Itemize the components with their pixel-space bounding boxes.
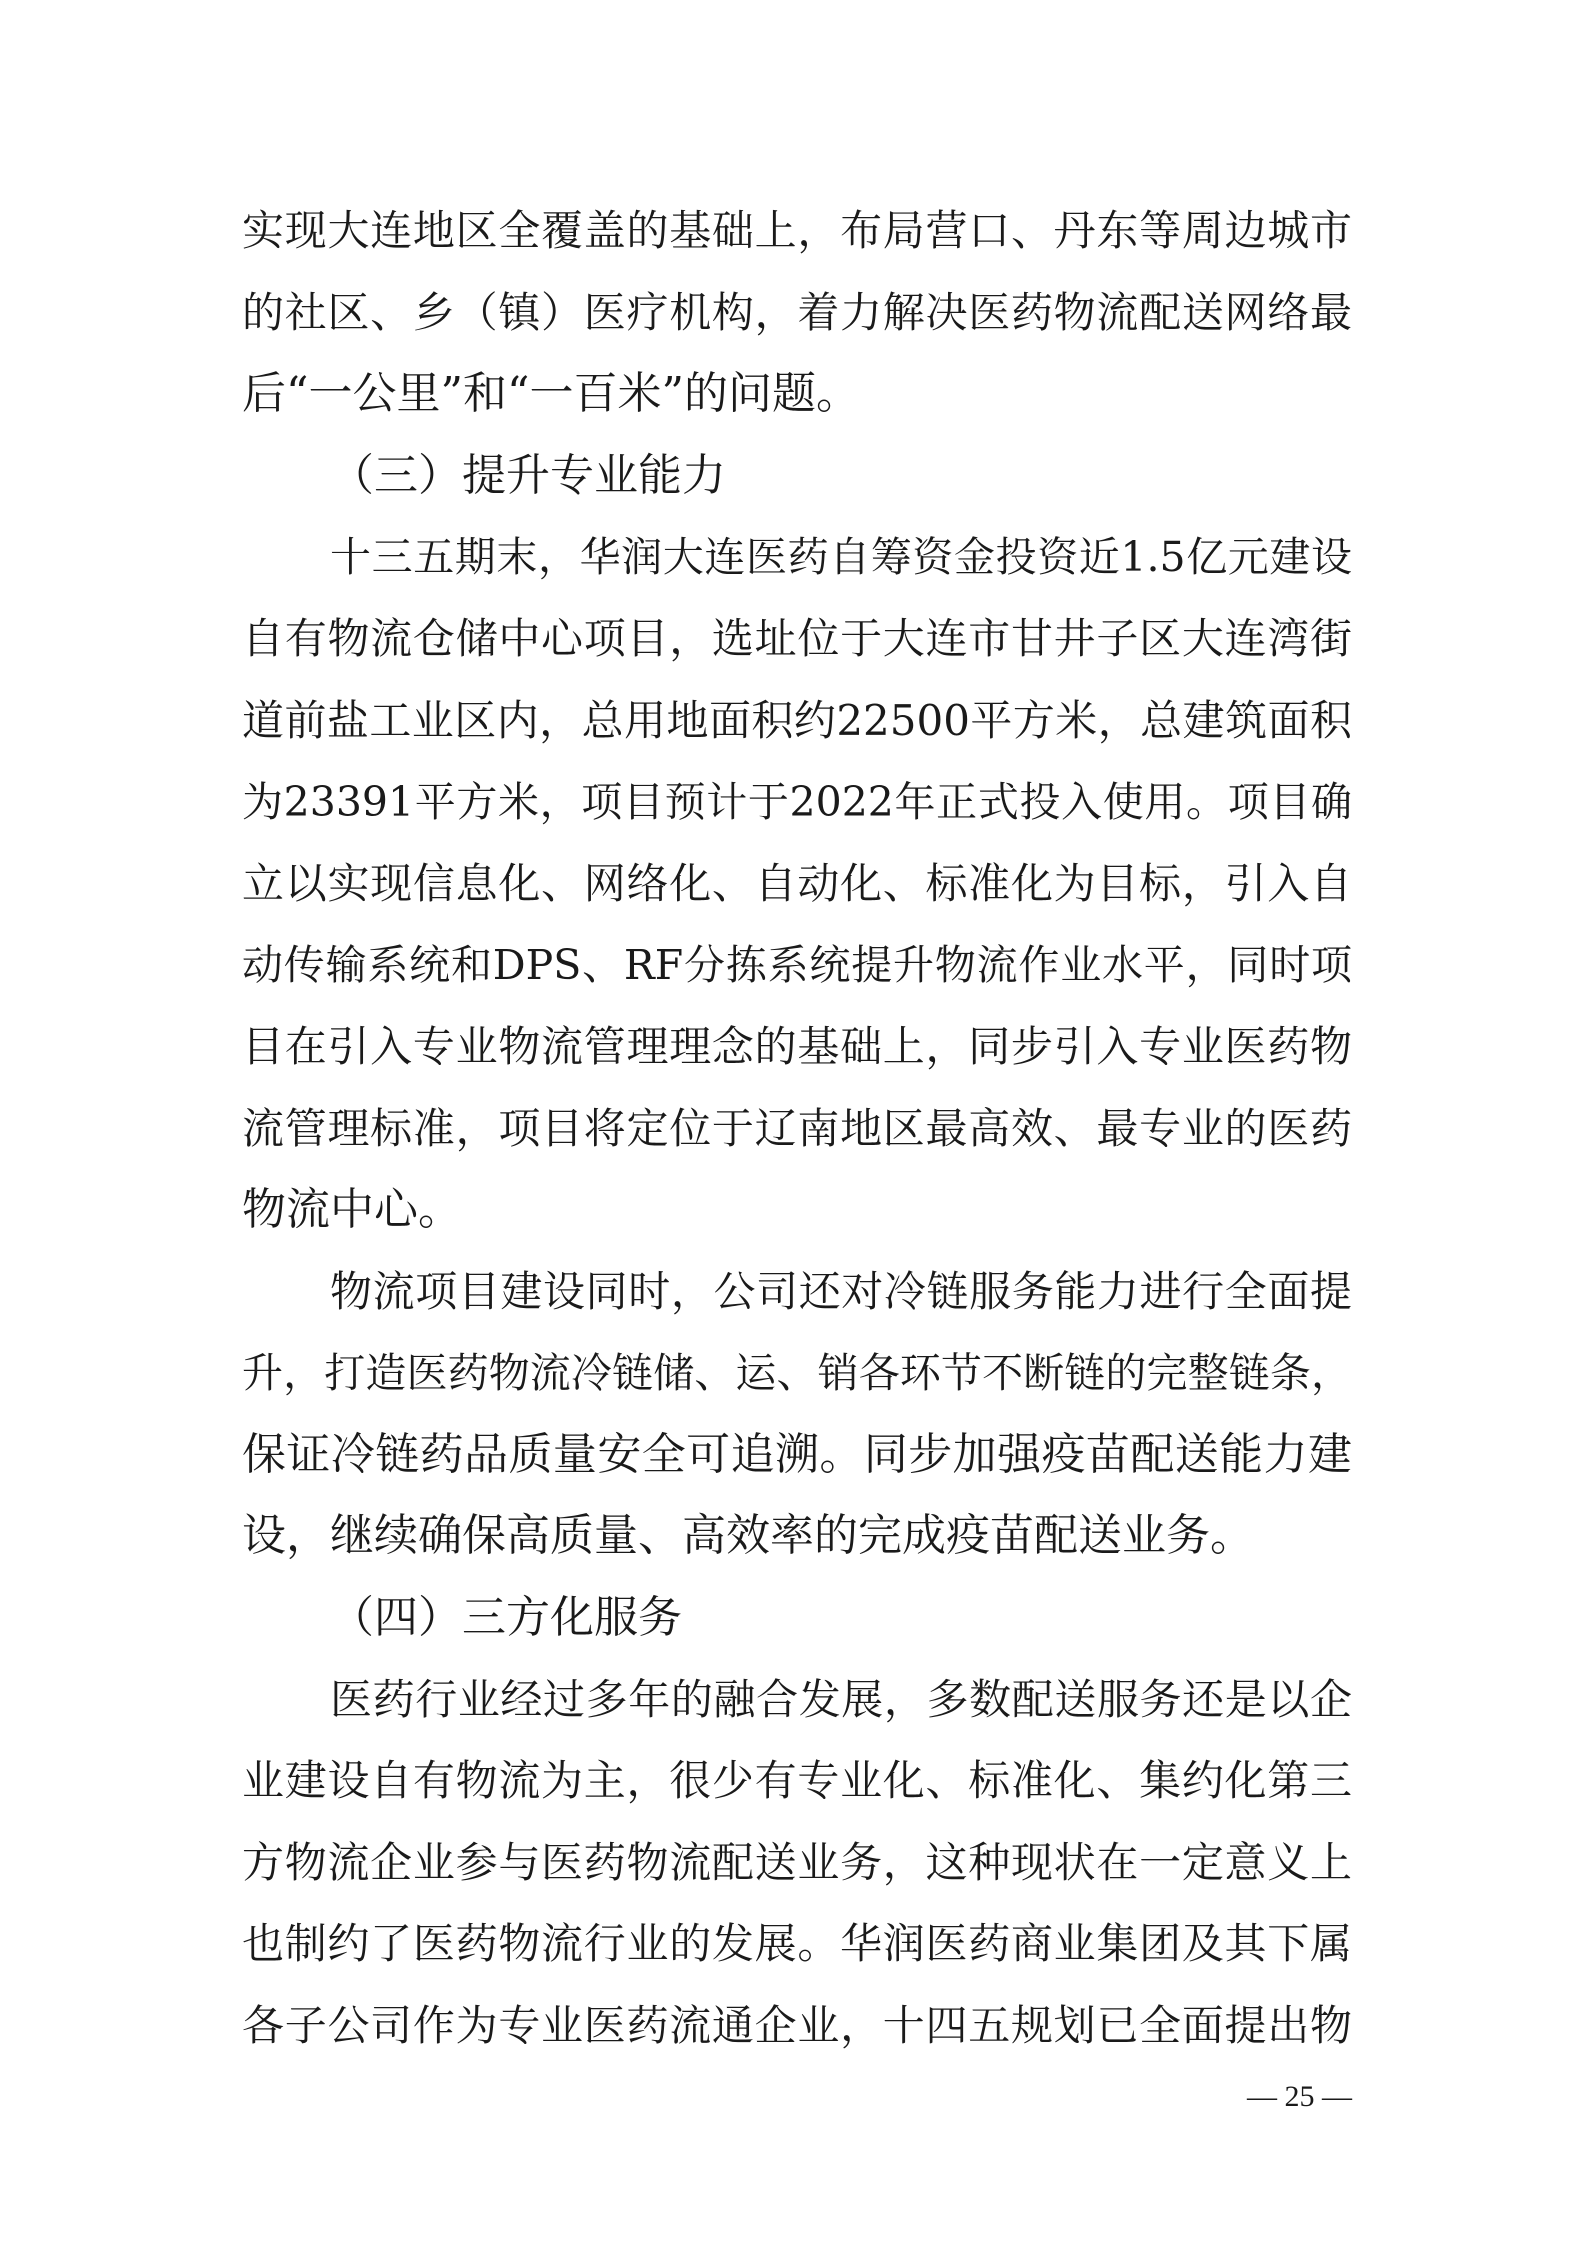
- paragraph-line: 保证冷链药品质量安全可追溯。同步加强疫苗配送能力建: [242, 1429, 1352, 1480]
- paragraph-line: 动传输系统和DPS、RF分拣系统提升物流作业水平，同时项: [242, 941, 1352, 989]
- paragraph-line: 医药行业经过多年的融合发展，多数配送服务还是以企: [330, 1675, 1352, 1724]
- paragraph-line: 自有物流仓储中心项目，选址位于大连市甘井子区大连湾街: [242, 614, 1352, 663]
- paragraph-line: 业建设自有物流为主，很少有专业化、标准化、集约化第三: [242, 1756, 1352, 1805]
- paragraph-line: 流管理标准，项目将定位于辽南地区最高效、最专业的医药: [242, 1104, 1352, 1153]
- paragraph-line: 目在引入专业物流管理理念的基础上，同步引入专业医药物: [242, 1022, 1352, 1071]
- paragraph-line: 物流中心。: [242, 1184, 462, 1235]
- paragraph-line: 也制约了医药物流行业的发展。华润医药商业集团及其下属: [242, 1919, 1352, 1968]
- paragraph-line: 物流项目建设同时，公司还对冷链服务能力进行全面提: [330, 1267, 1352, 1316]
- paragraph-line: 立以实现信息化、网络化、自动化、标准化为目标，引入自: [242, 859, 1352, 908]
- paragraph-line: 后“一公里”和“一百米”的问题。: [242, 368, 860, 419]
- paragraph-line: 十三五期末，华润大连医药自筹资金投资近1.5亿元建设: [330, 533, 1352, 581]
- paragraph-line: 各子公司作为专业医药流通企业，十四五规划已全面提出物: [242, 2001, 1352, 2050]
- section-heading: （三）提升专业能力: [330, 450, 726, 501]
- paragraph-line: 实现大连地区全覆盖的基础上，布局营口、丹东等周边城市: [242, 206, 1352, 255]
- paragraph-line: 的社区、乡（镇）医疗机构，着力解决医药物流配送网络最: [242, 288, 1352, 337]
- page-number: — 25 —: [1247, 2080, 1352, 2113]
- paragraph-line: 方物流企业参与医药物流配送业务，这种现状在一定意义上: [242, 1838, 1352, 1887]
- paragraph-line: 设，继续确保高质量、高效率的完成疫苗配送业务。: [242, 1510, 1254, 1561]
- paragraph-line: 升，打造医药物流冷链储、运、销各环节不断链的完整链条，: [242, 1349, 1352, 1397]
- paragraph-line: 为23391平方米，项目预计于2022年正式投入使用。项目确: [242, 778, 1352, 826]
- paragraph-line: 道前盐工业区内，总用地面积约22500平方米，总建筑面积: [242, 696, 1352, 745]
- section-heading: （四）三方化服务: [330, 1592, 682, 1643]
